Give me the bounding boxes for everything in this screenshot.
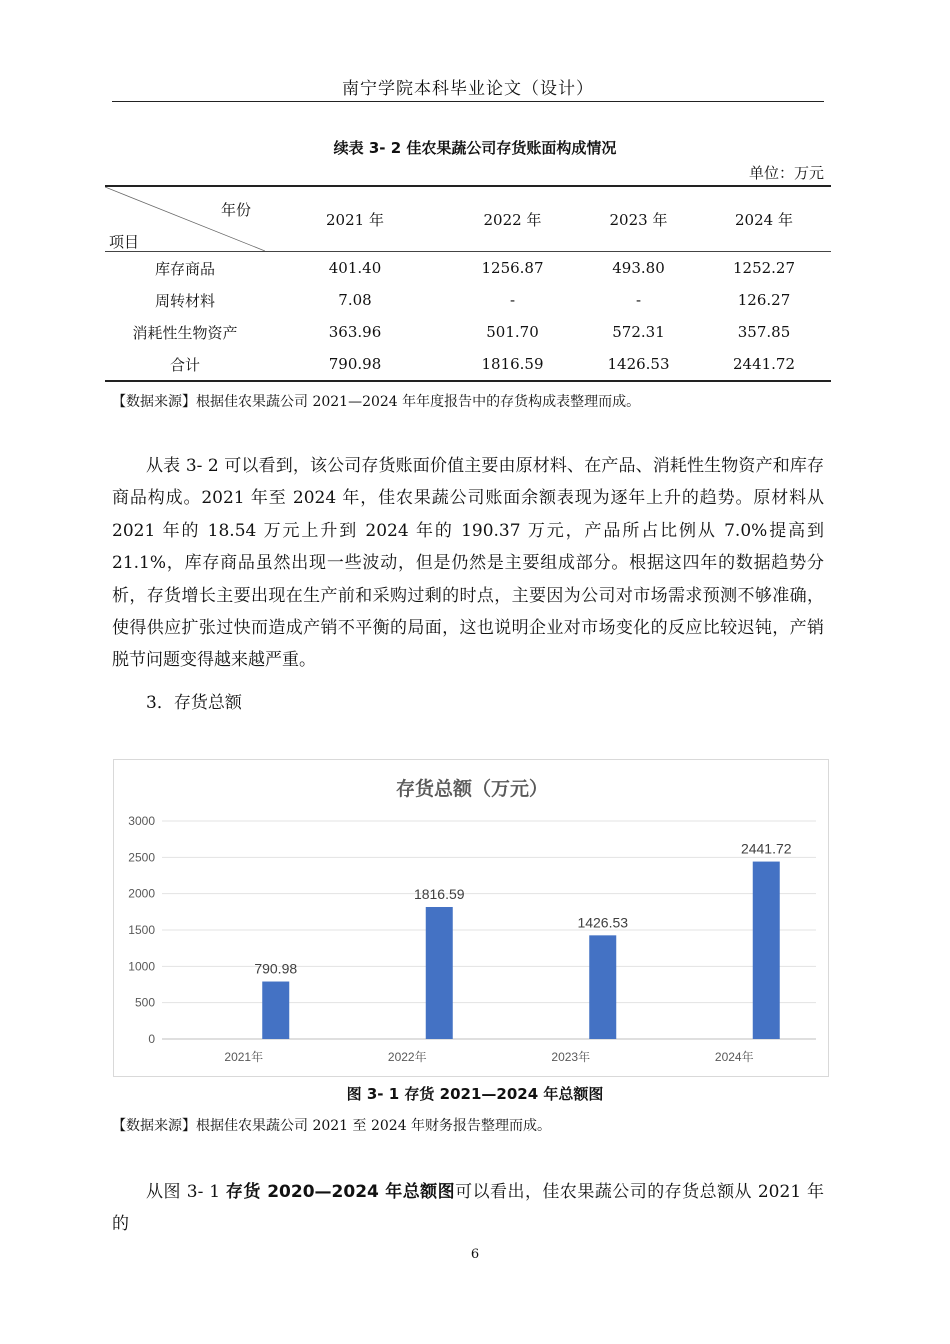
table-unit: 单位：万元	[748, 164, 824, 182]
x-tick-label: 2021年	[224, 1050, 264, 1064]
table-cell: 401.40	[328, 259, 382, 277]
table-cell: -	[635, 291, 642, 309]
bar	[426, 907, 453, 1039]
row-label: 库存商品	[154, 259, 215, 278]
year-header: 2024 年	[735, 210, 793, 229]
year-header: 2023 年	[609, 210, 668, 229]
body-paragraph-continued	[112, 1176, 824, 1241]
table-header-row	[105, 186, 831, 252]
y-tick-label: 2500	[128, 850, 155, 865]
x-tick-label: 2023年	[551, 1050, 591, 1064]
table-cell: 1426.53	[607, 355, 670, 373]
x-tick-label: 2022年	[387, 1050, 427, 1064]
y-tick-label: 500	[134, 995, 155, 1010]
page-header: 南宁学院本科毕业论文（设计）	[342, 79, 594, 99]
paragraph-text: 从图 3- 1	[146, 1182, 226, 1202]
y-tick-label: 3000	[128, 814, 155, 828]
section-heading: 3．存货总额	[146, 693, 242, 713]
data-label: 1816.59	[413, 885, 465, 902]
table-cell: 501.70	[486, 323, 539, 341]
table-cell: 572.31	[612, 323, 665, 341]
chart-title: 存货总额（万元）	[395, 779, 549, 800]
year-header: 2022 年	[483, 210, 542, 229]
figure-caption: 图 3- 1 存货 2021—2024 年总额图	[346, 1085, 604, 1103]
inventory-table	[105, 185, 831, 382]
year-header: 2021 年	[326, 210, 384, 229]
table-cell: 7.08	[338, 291, 372, 309]
table-corner-cell	[105, 186, 265, 252]
table-cell: 357.85	[737, 323, 791, 341]
data-label: 1426.53	[577, 914, 629, 931]
header-rule	[112, 101, 824, 102]
y-tick-label: 1000	[128, 959, 155, 974]
table-source-note: 【数据来源】根据佳农果蔬公司 2021—2024 年年度报告中的存货构成表整理而成。	[112, 394, 641, 410]
table-row	[105, 348, 831, 381]
table-row	[105, 252, 831, 285]
bar	[589, 935, 616, 1039]
paragraph-text: 可以看出，佳农果蔬公司的存货总额从 2021 年的	[112, 1182, 825, 1235]
table-cell: 493.80	[612, 259, 665, 277]
row-label: 周转材料	[154, 291, 215, 310]
figure-source-note: 【数据来源】根据佳农果蔬公司 2021 至 2024 年财务报告整理而成。	[112, 1118, 552, 1134]
body-paragraph: 从表 3- 2 可以看到，该公司存货账面价值主要由原材料、在产品、消耗性生物资产和库存商品构成。2021 年至 2024 年，佳农果蔬公司账面余额表现为逐年上升的趋势。原材料从 2021 年的 18.54 万元上升到 2024 年的 190.37 万元，产品所占比例从 7.0%提高到 21.1%，库存商品虽然出现一些波动，但是仍然是主要组成部分。根据这四年的数据趋势分析，存货增长主要出现在生产前和采购过剩的时点，主要因为公司对市场需求预测不够准确，使得供应扩张过快而造成产销不平衡的局面，这也说明企业对市场变化的反应比较迟钝，产销脱节问题变得越来越严重。	[112, 456, 824, 671]
figure-reference: 存货 2020—2024 年总额图	[225, 1182, 456, 1202]
table-row	[105, 316, 831, 348]
bar	[262, 982, 289, 1039]
table-cell: 1816.59	[481, 355, 544, 373]
inventory-chart	[113, 759, 829, 1077]
table-cell: 126.27	[737, 291, 791, 309]
table-cell: 790.98	[328, 355, 382, 373]
table-cell: 1252.27	[732, 259, 796, 277]
row-label: 消耗性生物资产	[132, 323, 238, 342]
corner-item-label: 项目	[109, 233, 140, 251]
table-row	[105, 284, 831, 316]
table-cell: 2441.72	[732, 355, 796, 373]
y-tick-label: 1500	[128, 923, 155, 937]
x-tick-label: 2024年	[714, 1050, 754, 1064]
table-title: 续表 3- 2 佳农果蔬公司存货账面构成情况	[333, 139, 617, 157]
y-tick-label: 0	[148, 1032, 155, 1046]
table-cell: 363.96	[328, 323, 382, 341]
table-cell: 1256.87	[481, 259, 544, 277]
row-label: 合计	[169, 355, 200, 374]
chart-svg	[114, 760, 830, 1078]
y-tick-label: 2000	[128, 886, 155, 901]
data-label: 2441.72	[740, 840, 792, 857]
data-label: 790.98	[254, 960, 298, 977]
table-cell: -	[509, 291, 516, 309]
page-number: 6	[470, 1247, 480, 1262]
corner-year-label: 年份	[221, 201, 252, 219]
bar	[753, 862, 780, 1039]
